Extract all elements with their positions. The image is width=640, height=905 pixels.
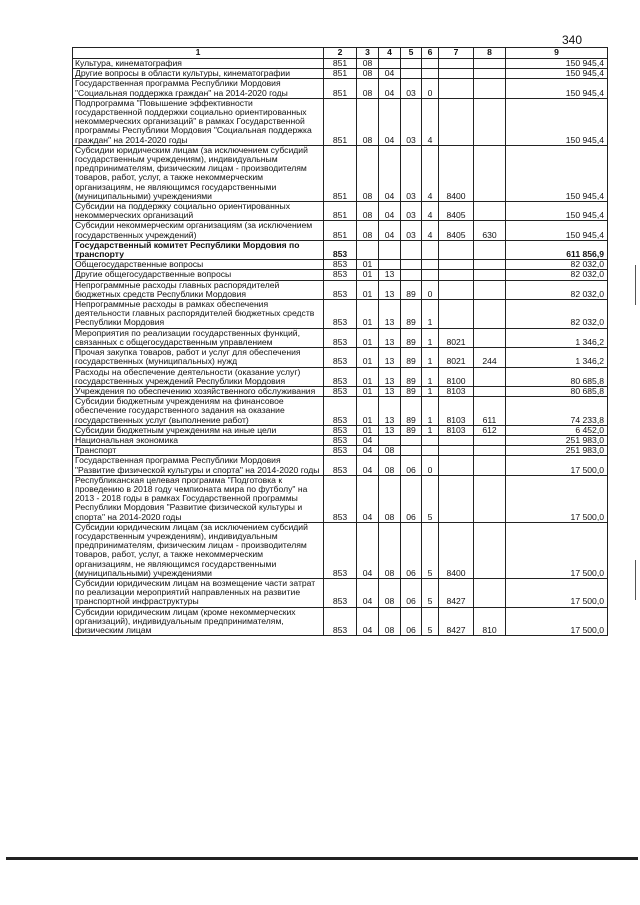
row-code-cell: 08 bbox=[357, 98, 379, 145]
row-name-cell: Мероприятия по реализации государственных функций, связанных с общегосударственным управлением bbox=[73, 328, 324, 347]
table-row bbox=[73, 607, 608, 636]
row-code-cell bbox=[439, 98, 474, 145]
row-code-cell: 810 bbox=[474, 607, 506, 636]
row-code-cell: 04 bbox=[379, 69, 401, 79]
row-code-cell: 1 bbox=[422, 397, 439, 426]
row-code-cell: 851 bbox=[324, 98, 357, 145]
row-code-cell: 08 bbox=[379, 446, 401, 456]
table-row bbox=[73, 221, 608, 240]
column-header: 1 bbox=[73, 48, 324, 59]
table-row bbox=[73, 578, 608, 607]
row-code-cell bbox=[474, 522, 506, 578]
row-amount-cell: 251 983,0 bbox=[506, 435, 608, 445]
table-row bbox=[73, 456, 608, 475]
row-name-cell: Республиканская целевая программа "Подготовка к проведению в 2018 году чемпионата мира по футболу" на 2013 - 2018 годы в рамках Государственной программы Республики Мордовия "Развитие физической культуры и спорта" на 2014-2020 годы bbox=[73, 475, 324, 522]
row-amount-cell: 17 500,0 bbox=[506, 475, 608, 522]
row-code-cell: 853 bbox=[324, 435, 357, 445]
row-code-cell: 4 bbox=[422, 221, 439, 240]
row-amount-cell: 82 032,0 bbox=[506, 260, 608, 270]
row-code-cell: 1 bbox=[422, 425, 439, 435]
row-code-cell: 5 bbox=[422, 578, 439, 607]
row-code-cell: 06 bbox=[401, 522, 422, 578]
row-amount-cell: 251 983,0 bbox=[506, 446, 608, 456]
row-amount-cell: 17 500,0 bbox=[506, 607, 608, 636]
row-code-cell: 08 bbox=[379, 456, 401, 475]
row-amount-cell: 82 032,0 bbox=[506, 270, 608, 280]
table-row bbox=[73, 300, 608, 329]
row-amount-cell: 150 945,4 bbox=[506, 145, 608, 201]
column-header: 3 bbox=[357, 48, 379, 59]
row-code-cell bbox=[401, 59, 422, 69]
row-code-cell: 08 bbox=[357, 69, 379, 79]
row-code-cell: 8021 bbox=[439, 328, 474, 347]
row-code-cell: 0 bbox=[422, 456, 439, 475]
row-code-cell: 04 bbox=[357, 446, 379, 456]
table-row bbox=[73, 98, 608, 145]
row-code-cell: 8021 bbox=[439, 348, 474, 367]
row-code-cell bbox=[379, 435, 401, 445]
table-row bbox=[73, 59, 608, 69]
table-row bbox=[73, 240, 608, 259]
row-name-cell: Субсидии юридическим лицам (за исключением субсидий государственным учреждениям), индивидуальным предпринимателям, физическим лицам - производителям товаров, работ, услуг, а также некоммерческим организациям, не являющимся государственными (муниципальными) учреждениями bbox=[73, 145, 324, 201]
row-code-cell: 89 bbox=[401, 397, 422, 426]
row-code-cell: 03 bbox=[401, 145, 422, 201]
row-amount-cell: 80 685,8 bbox=[506, 367, 608, 386]
row-code-cell: 04 bbox=[379, 98, 401, 145]
row-code-cell bbox=[439, 446, 474, 456]
row-code-cell: 08 bbox=[357, 221, 379, 240]
row-amount-cell: 150 945,4 bbox=[506, 98, 608, 145]
row-code-cell: 13 bbox=[379, 280, 401, 299]
row-code-cell bbox=[422, 270, 439, 280]
row-code-cell bbox=[401, 240, 422, 259]
row-amount-cell: 150 945,4 bbox=[506, 69, 608, 79]
row-code-cell bbox=[474, 300, 506, 329]
row-code-cell: 13 bbox=[379, 328, 401, 347]
row-code-cell: 06 bbox=[401, 456, 422, 475]
row-code-cell: 4 bbox=[422, 145, 439, 201]
table-row bbox=[73, 328, 608, 347]
row-code-cell: 01 bbox=[357, 280, 379, 299]
row-amount-cell: 150 945,4 bbox=[506, 79, 608, 98]
table-body bbox=[73, 59, 608, 636]
header-row bbox=[73, 48, 608, 59]
row-code-cell: 4 bbox=[422, 98, 439, 145]
row-name-cell: Общегосударственные вопросы bbox=[73, 260, 324, 270]
row-code-cell bbox=[422, 240, 439, 259]
row-name-cell: Субсидии бюджетным учреждениям на финансовое обеспечение государственного задания на оказание государственных услуг (выполнение работ) bbox=[73, 397, 324, 426]
row-code-cell: 13 bbox=[379, 270, 401, 280]
row-code-cell: 853 bbox=[324, 446, 357, 456]
row-code-cell: 06 bbox=[401, 607, 422, 636]
row-name-cell: Государственная программа Республики Мордовия "Социальная поддержка граждан" на 2014-2020 годы bbox=[73, 79, 324, 98]
row-code-cell: 01 bbox=[357, 270, 379, 280]
row-code-cell: 08 bbox=[379, 607, 401, 636]
row-name-cell: Государственный комитет Республики Мордовия по транспорту bbox=[73, 240, 324, 259]
row-code-cell: 8427 bbox=[439, 578, 474, 607]
row-code-cell: 04 bbox=[379, 202, 401, 221]
row-code-cell bbox=[439, 456, 474, 475]
edge-mark bbox=[635, 265, 636, 305]
row-code-cell: 89 bbox=[401, 348, 422, 367]
row-code-cell bbox=[474, 240, 506, 259]
column-header: 8 bbox=[474, 48, 506, 59]
row-code-cell bbox=[439, 69, 474, 79]
row-code-cell: 03 bbox=[401, 202, 422, 221]
row-name-cell: Непрограммные расходы в рамках обеспечения деятельности главных распорядителей бюджетных средств Республики Мордовия bbox=[73, 300, 324, 329]
row-amount-cell: 1 346,2 bbox=[506, 348, 608, 367]
row-code-cell bbox=[474, 270, 506, 280]
table-row bbox=[73, 435, 608, 445]
table-row bbox=[73, 446, 608, 456]
row-amount-cell: 150 945,4 bbox=[506, 202, 608, 221]
row-code-cell: 851 bbox=[324, 221, 357, 240]
row-amount-cell: 150 945,4 bbox=[506, 59, 608, 69]
row-code-cell: 04 bbox=[357, 475, 379, 522]
row-code-cell: 853 bbox=[324, 348, 357, 367]
row-name-cell: Культура, кинематография bbox=[73, 59, 324, 69]
row-code-cell: 01 bbox=[357, 328, 379, 347]
row-code-cell bbox=[474, 79, 506, 98]
row-amount-cell: 74 233,8 bbox=[506, 397, 608, 426]
row-code-cell: 13 bbox=[379, 386, 401, 396]
row-code-cell: 01 bbox=[357, 386, 379, 396]
row-code-cell: 8405 bbox=[439, 202, 474, 221]
row-code-cell bbox=[439, 300, 474, 329]
row-code-cell: 611 bbox=[474, 397, 506, 426]
row-code-cell bbox=[401, 435, 422, 445]
row-amount-cell: 17 500,0 bbox=[506, 522, 608, 578]
column-header: 9 bbox=[506, 48, 608, 59]
row-name-cell: Субсидии на поддержку социально ориентированных некоммерческих организаций bbox=[73, 202, 324, 221]
row-code-cell bbox=[401, 260, 422, 270]
row-code-cell bbox=[474, 578, 506, 607]
table-row bbox=[73, 69, 608, 79]
row-code-cell: 853 bbox=[324, 367, 357, 386]
table-row bbox=[73, 367, 608, 386]
row-code-cell bbox=[474, 446, 506, 456]
row-code-cell bbox=[439, 260, 474, 270]
row-code-cell: 851 bbox=[324, 69, 357, 79]
row-name-cell: Непрограммные расходы главных распорядителей бюджетных средств Республики Мордовия bbox=[73, 280, 324, 299]
row-amount-cell: 17 500,0 bbox=[506, 578, 608, 607]
row-code-cell: 89 bbox=[401, 386, 422, 396]
row-amount-cell: 17 500,0 bbox=[506, 456, 608, 475]
row-code-cell bbox=[422, 446, 439, 456]
row-code-cell bbox=[401, 446, 422, 456]
row-code-cell: 8400 bbox=[439, 522, 474, 578]
row-code-cell: 03 bbox=[401, 98, 422, 145]
row-code-cell: 04 bbox=[357, 607, 379, 636]
row-code-cell: 04 bbox=[379, 145, 401, 201]
row-code-cell bbox=[422, 59, 439, 69]
row-name-cell: Национальная экономика bbox=[73, 435, 324, 445]
row-code-cell: 853 bbox=[324, 607, 357, 636]
row-code-cell: 8103 bbox=[439, 386, 474, 396]
row-code-cell: 06 bbox=[401, 578, 422, 607]
row-amount-cell: 82 032,0 bbox=[506, 280, 608, 299]
row-code-cell: 01 bbox=[357, 260, 379, 270]
row-code-cell: 89 bbox=[401, 328, 422, 347]
row-code-cell: 04 bbox=[357, 456, 379, 475]
row-code-cell: 8103 bbox=[439, 397, 474, 426]
table-row bbox=[73, 522, 608, 578]
table-row bbox=[73, 475, 608, 522]
row-code-cell: 853 bbox=[324, 578, 357, 607]
row-code-cell bbox=[474, 435, 506, 445]
row-code-cell: 5 bbox=[422, 607, 439, 636]
row-code-cell: 853 bbox=[324, 425, 357, 435]
table-row bbox=[73, 202, 608, 221]
row-code-cell bbox=[379, 240, 401, 259]
row-code-cell: 853 bbox=[324, 397, 357, 426]
table-row bbox=[73, 348, 608, 367]
row-code-cell: 13 bbox=[379, 397, 401, 426]
row-code-cell: 5 bbox=[422, 522, 439, 578]
row-code-cell: 89 bbox=[401, 300, 422, 329]
row-code-cell: 851 bbox=[324, 59, 357, 69]
row-code-cell: 13 bbox=[379, 367, 401, 386]
row-code-cell: 1 bbox=[422, 328, 439, 347]
row-amount-cell: 150 945,4 bbox=[506, 221, 608, 240]
row-code-cell bbox=[401, 69, 422, 79]
row-code-cell: 853 bbox=[324, 240, 357, 259]
row-name-cell: Подпрограмма "Повышение эффективности государственной поддержки социально ориентированных некоммерческих организаций" в рамках Государственной программы Республики Мордовия "Социальная поддержка граждан" на 2014-2020 годы bbox=[73, 98, 324, 145]
column-header: 7 bbox=[439, 48, 474, 59]
row-code-cell: 8400 bbox=[439, 145, 474, 201]
column-header: 5 bbox=[401, 48, 422, 59]
row-code-cell: 08 bbox=[379, 522, 401, 578]
row-code-cell: 8103 bbox=[439, 425, 474, 435]
row-code-cell: 89 bbox=[401, 367, 422, 386]
row-code-cell: 5 bbox=[422, 475, 439, 522]
row-code-cell: 08 bbox=[357, 202, 379, 221]
row-code-cell: 89 bbox=[401, 280, 422, 299]
row-name-cell: Государственная программа Республики Мордовия "Развитие физической культуры и спорта" на 2014-2020 годы bbox=[73, 456, 324, 475]
column-header: 4 bbox=[379, 48, 401, 59]
row-code-cell: 13 bbox=[379, 425, 401, 435]
row-code-cell: 04 bbox=[357, 522, 379, 578]
row-code-cell bbox=[422, 435, 439, 445]
row-code-cell: 0 bbox=[422, 280, 439, 299]
row-name-cell: Расходы на обеспечение деятельности (оказание услуг) государственных учреждений Республики Мордовия bbox=[73, 367, 324, 386]
row-code-cell: 06 bbox=[401, 475, 422, 522]
row-code-cell bbox=[439, 270, 474, 280]
row-code-cell bbox=[379, 59, 401, 69]
row-code-cell: 08 bbox=[379, 578, 401, 607]
row-code-cell bbox=[474, 280, 506, 299]
row-code-cell bbox=[474, 367, 506, 386]
row-code-cell bbox=[474, 386, 506, 396]
row-name-cell: Транспорт bbox=[73, 446, 324, 456]
bottom-rule bbox=[6, 857, 638, 860]
row-code-cell bbox=[439, 59, 474, 69]
row-code-cell: 8427 bbox=[439, 607, 474, 636]
row-code-cell: 853 bbox=[324, 270, 357, 280]
table-row bbox=[73, 270, 608, 280]
row-code-cell: 851 bbox=[324, 79, 357, 98]
row-code-cell: 8405 bbox=[439, 221, 474, 240]
row-code-cell bbox=[474, 260, 506, 270]
row-amount-cell: 611 856,9 bbox=[506, 240, 608, 259]
row-code-cell: 01 bbox=[357, 348, 379, 367]
budget-table bbox=[72, 47, 608, 636]
row-code-cell bbox=[439, 435, 474, 445]
row-code-cell: 244 bbox=[474, 348, 506, 367]
row-amount-cell: 6 452,0 bbox=[506, 425, 608, 435]
row-code-cell bbox=[474, 59, 506, 69]
row-code-cell bbox=[422, 260, 439, 270]
row-code-cell: 03 bbox=[401, 79, 422, 98]
row-code-cell bbox=[439, 79, 474, 98]
row-code-cell: 853 bbox=[324, 522, 357, 578]
column-header: 2 bbox=[324, 48, 357, 59]
row-name-cell: Субсидии юридическим лицам (за исключением субсидий государственным учреждениям), индивидуальным предпринимателям, физическим лицам - производителям товаров, работ, услуг, а также некоммерческим организациям, не являющимся государственными (муниципальными) учреждениями bbox=[73, 522, 324, 578]
row-name-cell: Другие общегосударственные вопросы bbox=[73, 270, 324, 280]
row-code-cell: 04 bbox=[357, 435, 379, 445]
row-code-cell: 1 bbox=[422, 300, 439, 329]
table-row bbox=[73, 280, 608, 299]
row-code-cell: 853 bbox=[324, 300, 357, 329]
row-code-cell: 853 bbox=[324, 280, 357, 299]
row-code-cell: 08 bbox=[357, 79, 379, 98]
row-code-cell: 630 bbox=[474, 221, 506, 240]
row-code-cell: 4 bbox=[422, 202, 439, 221]
row-code-cell: 612 bbox=[474, 425, 506, 435]
row-code-cell: 853 bbox=[324, 475, 357, 522]
table-row bbox=[73, 386, 608, 396]
row-code-cell: 853 bbox=[324, 260, 357, 270]
row-code-cell: 04 bbox=[379, 221, 401, 240]
row-code-cell: 13 bbox=[379, 300, 401, 329]
row-code-cell bbox=[439, 280, 474, 299]
row-name-cell: Учреждения по обеспечению хозяйственного обслуживания bbox=[73, 386, 324, 396]
row-code-cell: 04 bbox=[379, 79, 401, 98]
row-code-cell: 0 bbox=[422, 79, 439, 98]
row-code-cell: 04 bbox=[357, 578, 379, 607]
row-code-cell: 8100 bbox=[439, 367, 474, 386]
table-row bbox=[73, 79, 608, 98]
row-code-cell bbox=[474, 328, 506, 347]
row-code-cell bbox=[474, 69, 506, 79]
row-code-cell: 853 bbox=[324, 328, 357, 347]
row-amount-cell: 82 032,0 bbox=[506, 300, 608, 329]
row-code-cell bbox=[357, 240, 379, 259]
table-row bbox=[73, 145, 608, 201]
row-code-cell: 1 bbox=[422, 386, 439, 396]
row-name-cell: Субсидии юридическим лицам (кроме некоммерческих организаций), индивидуальным предпринимателям, физическим лицам bbox=[73, 607, 324, 636]
row-code-cell bbox=[474, 145, 506, 201]
row-code-cell bbox=[439, 240, 474, 259]
row-code-cell: 01 bbox=[357, 397, 379, 426]
row-code-cell bbox=[474, 456, 506, 475]
row-code-cell: 853 bbox=[324, 386, 357, 396]
row-name-cell: Субсидии юридическим лицам на возмещение части затрат по реализации мероприятий направленных на развитие транспортной инфраструктуры bbox=[73, 578, 324, 607]
row-code-cell: 1 bbox=[422, 348, 439, 367]
row-code-cell: 01 bbox=[357, 425, 379, 435]
row-code-cell: 03 bbox=[401, 221, 422, 240]
table-row bbox=[73, 425, 608, 435]
row-code-cell bbox=[422, 69, 439, 79]
row-code-cell bbox=[439, 475, 474, 522]
row-code-cell: 851 bbox=[324, 202, 357, 221]
row-code-cell bbox=[379, 260, 401, 270]
row-code-cell bbox=[474, 202, 506, 221]
row-code-cell: 13 bbox=[379, 348, 401, 367]
row-code-cell: 851 bbox=[324, 145, 357, 201]
table-row bbox=[73, 397, 608, 426]
row-name-cell: Прочая закупка товаров, работ и услуг для обеспечения государственных (муниципальных) нужд bbox=[73, 348, 324, 367]
edge-mark bbox=[635, 560, 636, 600]
row-code-cell bbox=[474, 98, 506, 145]
row-code-cell: 01 bbox=[357, 300, 379, 329]
row-code-cell bbox=[474, 475, 506, 522]
row-amount-cell: 80 685,8 bbox=[506, 386, 608, 396]
row-code-cell: 01 bbox=[357, 367, 379, 386]
row-code-cell: 1 bbox=[422, 367, 439, 386]
page-number: 340 bbox=[562, 33, 583, 47]
table-row bbox=[73, 260, 608, 270]
row-code-cell: 08 bbox=[379, 475, 401, 522]
row-code-cell: 89 bbox=[401, 425, 422, 435]
row-code-cell: 853 bbox=[324, 456, 357, 475]
row-code-cell: 08 bbox=[357, 145, 379, 201]
row-name-cell: Субсидии некоммерческим организациям (за исключением государственных учреждений) bbox=[73, 221, 324, 240]
row-code-cell: 08 bbox=[357, 59, 379, 69]
row-code-cell bbox=[401, 270, 422, 280]
column-header: 6 bbox=[422, 48, 439, 59]
row-amount-cell: 1 346,2 bbox=[506, 328, 608, 347]
row-name-cell: Другие вопросы в области культуры, кинематографии bbox=[73, 69, 324, 79]
row-name-cell: Субсидии бюджетным учреждениям на иные цели bbox=[73, 425, 324, 435]
